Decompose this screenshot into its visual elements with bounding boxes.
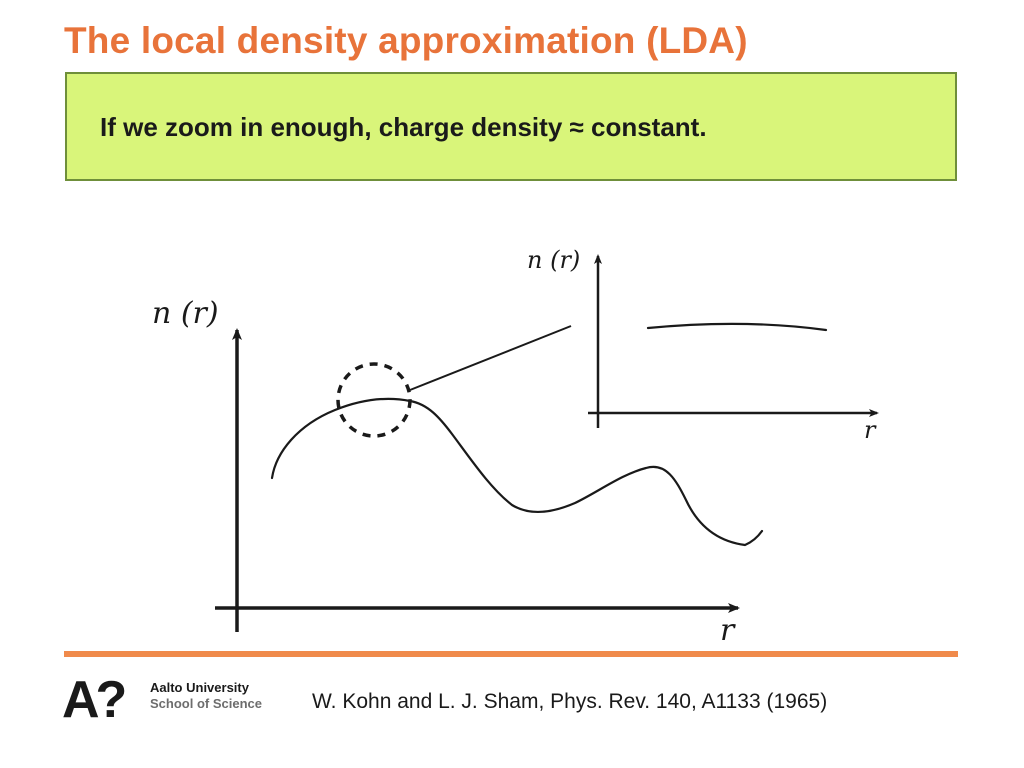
citation: W. Kohn and L. J. Sham, Phys. Rev. 140, A1133 (1965) [312,690,828,713]
slide-title: The local density approximation (LDA) [64,20,748,61]
footer-rule [64,651,958,657]
callout-text: If we zoom in enough, charge density ≈ constant. [100,112,707,142]
main-y-label: n (r) [152,296,219,331]
inset-y-label: n (r) [527,246,581,274]
inset-density-curve [648,324,826,330]
main-x-label: r [720,613,735,648]
aalto-logo [62,671,292,730]
logo-university-name: Aalto University [150,680,249,695]
logo-mark: A? [62,671,124,729]
inset-x-label: r [864,416,876,444]
logo-school-name: School of Science [150,696,262,711]
zoom-connector [410,326,571,390]
